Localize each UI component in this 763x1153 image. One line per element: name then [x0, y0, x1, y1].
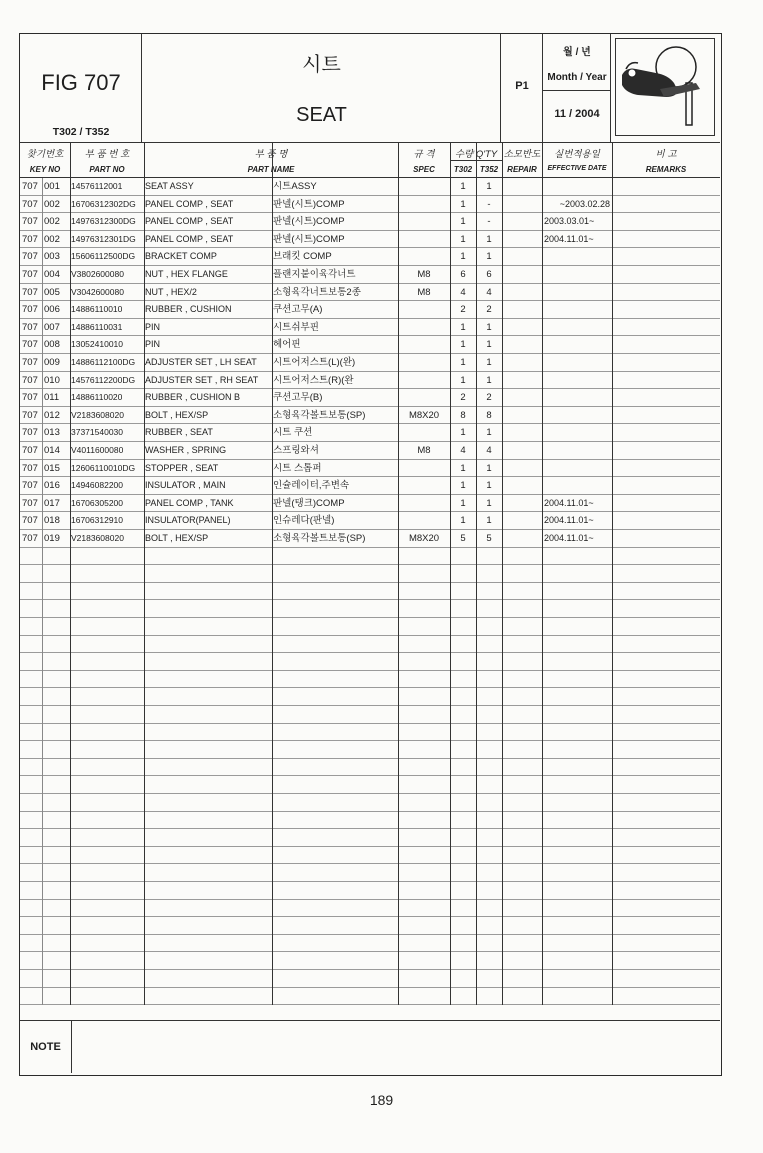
cell-t302: 1: [460, 357, 466, 368]
column-divider: [476, 142, 477, 1005]
cell-eff: 2004.11.01~: [544, 497, 594, 508]
table-row: [20, 653, 720, 671]
cell-t352: 1: [486, 233, 492, 245]
cell-name-en: ADJUSTER SET , RH SEAT: [145, 374, 259, 385]
cell-name-kr: 판넬(시트)COMP: [273, 233, 345, 245]
cell-t352: 1: [486, 251, 492, 263]
table-row: [20, 460, 720, 478]
cell-name-en: RUBBER , SEAT: [145, 427, 213, 438]
cell-part: 14976312300DG: [71, 216, 136, 227]
cell-t302: 1: [460, 181, 466, 192]
cell-t352: -: [487, 216, 491, 228]
cell-fig: 707: [22, 497, 38, 509]
parts-list-sheet: [19, 33, 722, 1076]
cell-key: 002: [44, 198, 60, 210]
cell-name-kr: 시트 쿠션: [273, 427, 313, 439]
table-row: [20, 724, 720, 742]
table-row: [20, 864, 720, 882]
cell-spec: M8: [417, 269, 431, 280]
column-divider: [450, 142, 451, 1005]
model-numbers: T302 / T352: [52, 126, 110, 138]
cell-key: 013: [44, 427, 60, 439]
cell-eff: [544, 389, 610, 406]
cell-t302: 2: [460, 304, 466, 316]
cell-key: 012: [44, 409, 60, 421]
col-key-kr: 찾기번호: [26, 149, 64, 160]
table-row: [20, 600, 720, 618]
table-row: [20, 495, 720, 513]
cell-key: 008: [44, 339, 60, 351]
cell-name-en: WASHER , SPRING: [145, 445, 227, 455]
cell-t352: 5: [486, 533, 492, 544]
cell-name-kr: 쿠션고무(A): [273, 304, 323, 316]
cell-name-en: ADJUSTER SET , LH SEAT: [145, 357, 257, 367]
cell-name-kr: 시트쉬부핀: [273, 321, 319, 333]
cell-key: 007: [44, 321, 60, 333]
table-row: [20, 442, 720, 460]
table-row: [20, 407, 720, 425]
table-row: [20, 900, 720, 918]
cell-spec: [398, 372, 450, 389]
cell-name-en: PANEL COMP , SEAT: [145, 216, 234, 227]
table-row: [20, 530, 720, 548]
table-row: [20, 741, 720, 759]
cell-t302: 6: [460, 269, 466, 280]
parts-table: [20, 178, 720, 1020]
col-part-kr: 부 품 번 호: [84, 149, 130, 160]
table-row: [20, 196, 720, 214]
cell-t302: 1: [460, 216, 466, 228]
cell-name-en: INSULATOR , MAIN: [145, 480, 226, 491]
column-divider: [42, 178, 43, 1005]
cell-spec: M8: [417, 445, 431, 456]
cell-fig: 707: [22, 374, 38, 386]
cell-t352: 1: [486, 181, 492, 192]
cell-key: 002: [44, 233, 60, 245]
cell-fig: 707: [22, 286, 38, 298]
cell-fig: 707: [22, 533, 38, 544]
page-number: 189: [369, 1092, 394, 1108]
cell-eff: [544, 319, 610, 336]
cell-spec: M8X20: [408, 409, 440, 421]
table-row: [20, 794, 720, 812]
cell-eff: [544, 442, 610, 459]
table-row: [20, 354, 720, 372]
cell-key: 015: [44, 462, 60, 474]
cell-name-en: BOLT , HEX/SP: [145, 533, 209, 543]
cell-name-kr: 시트어저스트(R)(완: [273, 374, 354, 386]
cell-t352: 2: [486, 392, 492, 404]
cell-eff: 2004.11.01~: [544, 533, 594, 543]
table-row: [20, 935, 720, 953]
cell-name-kr: 인슐레이터,주변속: [273, 480, 350, 492]
cell-eff: [544, 336, 610, 353]
table-row: [20, 688, 720, 706]
cell-t302: 2: [460, 392, 466, 404]
cell-t302: 4: [460, 286, 466, 298]
table-row: [20, 424, 720, 442]
cell-fig: 707: [22, 251, 38, 263]
cell-part: 15606112500DG: [71, 251, 136, 262]
cell-key: 017: [44, 497, 60, 509]
cell-spec: [398, 477, 450, 494]
col-eff-en: EFFECTIVE DATE: [547, 165, 607, 172]
cell-name-kr: 소형육각볼트보통(SP): [273, 533, 366, 544]
table-row: [20, 548, 720, 566]
cell-fig: 707: [22, 339, 38, 351]
cell-key: 018: [44, 515, 60, 527]
column-divider: [502, 142, 503, 1005]
cell-name-kr: 판넬(시트)COMP: [273, 216, 345, 228]
cell-spec: [398, 336, 450, 353]
cell-t352: 1: [486, 321, 492, 333]
cell-fig: 707: [22, 480, 38, 492]
cell-fig: 707: [22, 515, 38, 527]
cell-name-en: PANEL COMP , TANK: [145, 497, 234, 508]
table-row: [20, 231, 720, 249]
cell-t352: 4: [486, 445, 492, 456]
cell-spec: M8X20: [408, 533, 440, 544]
cell-name-en: BRACKET COMP: [145, 251, 217, 262]
cell-t352: 1: [486, 374, 492, 386]
sheet-header: [20, 34, 720, 142]
col-remarks-en: REMARKS: [645, 165, 687, 174]
cell-part: V3042600080: [71, 286, 124, 297]
logo-cell: [611, 34, 720, 142]
cell-spec: [398, 354, 450, 371]
cell-name-en: RUBBER , CUSHION B: [145, 392, 241, 403]
cell-eff: [544, 284, 610, 301]
cell-eff: [544, 248, 610, 265]
cell-key: 011: [44, 392, 60, 404]
cell-name-kr: 소형육각볼트보통(SP): [273, 409, 366, 421]
cell-name-en: PIN: [145, 321, 161, 332]
cell-fig: 707: [22, 409, 38, 421]
table-row: [20, 847, 720, 865]
table-row: [20, 952, 720, 970]
cell-key: 019: [44, 533, 60, 544]
cell-fig: 707: [22, 321, 38, 333]
table-row: [20, 583, 720, 601]
table-row: [20, 336, 720, 354]
cell-name-kr: 헤어핀: [273, 339, 301, 351]
cell-t302: 1: [460, 251, 466, 263]
page-ref-cell: [501, 34, 543, 142]
cell-t302: 1: [460, 462, 466, 474]
cell-eff: [544, 477, 610, 494]
cell-key: 006: [44, 304, 60, 316]
cell-fig: 707: [22, 304, 38, 316]
cell-name-en: PANEL COMP , SEAT: [145, 233, 234, 244]
table-row: [20, 389, 720, 407]
cell-part: 14886110010: [71, 304, 123, 315]
cell-t352: 1: [486, 480, 492, 492]
cell-name-en: STOPPER , SEAT: [145, 462, 219, 473]
cell-eff: [544, 266, 610, 283]
cell-spec: [398, 495, 450, 512]
table-row: [20, 284, 720, 302]
cell-t302: 1: [460, 427, 466, 439]
cell-t352: 4: [486, 286, 492, 298]
table-row: [20, 266, 720, 284]
cell-spec: [398, 424, 450, 441]
col-qty-kr: 수량 Q'TY: [454, 149, 498, 160]
cell-fig: 707: [22, 181, 38, 192]
column-divider: [144, 142, 145, 1005]
cell-t352: 1: [486, 427, 492, 439]
cell-spec: [398, 512, 450, 529]
date-value: 11 / 2004: [554, 108, 600, 120]
note-area: [20, 1020, 720, 1074]
cell-t302: 1: [460, 480, 466, 492]
cell-t302: 1: [460, 233, 466, 245]
cell-key: 005: [44, 286, 60, 298]
cell-t302: 1: [460, 339, 466, 351]
cell-eff: [544, 424, 610, 441]
col-name-en: PART NAME: [247, 165, 295, 174]
cell-key: 010: [44, 374, 60, 386]
column-header-band: [20, 142, 720, 178]
cell-eff: [544, 354, 610, 371]
title-cell: [142, 34, 501, 142]
cell-spec: [398, 196, 450, 213]
col-spec-en: SPEC: [413, 165, 435, 174]
cell-part: 14976312301DG: [71, 233, 136, 244]
table-row: [20, 512, 720, 530]
table-row: [20, 565, 720, 583]
cell-eff: [544, 372, 610, 389]
cell-name-kr: 소형육각너트보통2종: [273, 286, 361, 298]
cell-spec: [398, 248, 450, 265]
col-repair-en: REPAIR: [507, 165, 537, 174]
column-divider: [542, 142, 543, 1005]
cell-spec: [398, 319, 450, 336]
cell-spec: M8: [417, 286, 431, 298]
table-row: [20, 477, 720, 495]
cell-name-kr: 시트 스톱퍼: [273, 462, 322, 474]
table-row: [20, 671, 720, 689]
cell-spec: [398, 213, 450, 230]
cell-name-en: SEAT ASSY: [145, 181, 194, 191]
date-cell: [543, 34, 611, 142]
col-qty-t352: T352: [479, 165, 499, 174]
table-row: [20, 706, 720, 724]
cell-t352: 1: [486, 515, 492, 527]
cell-eff: 2004.11.01~: [544, 233, 594, 244]
col-spec-kr: 규 격: [413, 149, 435, 160]
cell-key: 001: [44, 181, 60, 192]
column-divider: [612, 142, 613, 1005]
figure-number: FIG 707: [41, 70, 121, 95]
date-divider: [543, 90, 611, 91]
cell-eff: [544, 178, 610, 195]
cell-key: 014: [44, 445, 60, 456]
cell-part: 14886112100DG: [71, 357, 136, 367]
column-divider: [398, 142, 399, 1005]
cell-t352: 2: [486, 304, 492, 316]
table-row: [20, 636, 720, 654]
col-qty-t302: T302: [453, 165, 473, 174]
page-reference: P1: [515, 80, 529, 92]
cell-part: 14946082200: [71, 480, 124, 491]
cell-part: 16706312910: [71, 515, 124, 526]
cell-name-kr: 브래킷 COMP: [273, 251, 332, 263]
cell-name-kr: 판넬(탱크)COMP: [273, 497, 345, 509]
cell-name-en: PANEL COMP , SEAT: [145, 198, 234, 209]
title-english: SEAT: [296, 104, 347, 126]
col-part-en: PART NO: [89, 165, 125, 174]
table-row: [20, 917, 720, 935]
cell-t302: 1: [460, 374, 466, 386]
cell-fig: 707: [22, 357, 38, 368]
seat-icon: [616, 39, 714, 135]
cell-key: 004: [44, 269, 60, 280]
cell-key: 016: [44, 480, 60, 492]
cell-t352: 6: [486, 269, 492, 280]
cell-fig: 707: [22, 427, 38, 439]
cell-t352: -: [487, 198, 491, 210]
cell-fig: 707: [22, 269, 38, 280]
cell-part: 14886110020: [71, 392, 123, 403]
col-name-kr: 부 품 명: [254, 149, 288, 160]
date-label-english: Month / Year: [547, 72, 607, 83]
cell-spec: [398, 460, 450, 477]
cell-fig: 707: [22, 392, 38, 404]
cell-name-kr: 판넬(시트)COMP: [273, 198, 345, 210]
cell-part: V2183608020: [71, 409, 124, 420]
col-eff-kr: 실번적용일: [554, 149, 600, 160]
cell-name-kr: 시트ASSY: [273, 181, 317, 192]
table-row: [20, 988, 720, 1006]
table-row: [20, 319, 720, 337]
cell-t302: 8: [460, 409, 466, 421]
cell-part: 16706305200: [71, 497, 124, 508]
cell-part: 14886110031: [71, 321, 123, 332]
cell-eff: 2003.03.01~: [544, 216, 595, 227]
cell-fig: 707: [22, 198, 38, 210]
cell-spec: [398, 389, 450, 406]
col-remarks-kr: 비 고: [655, 149, 677, 160]
cell-eff: [544, 407, 610, 424]
table-row: [20, 178, 720, 196]
cell-fig: 707: [22, 445, 38, 456]
table-row: [20, 882, 720, 900]
table-row: [20, 372, 720, 390]
cell-name-en: NUT , HEX FLANGE: [145, 269, 228, 279]
cell-t302: 1: [460, 515, 466, 527]
cell-name-kr: 플랜지붙이육각너트: [273, 269, 356, 280]
cell-t302: 1: [460, 497, 466, 509]
cell-fig: 707: [22, 216, 38, 228]
cell-t302: 1: [460, 321, 466, 333]
cell-name-en: INSULATOR(PANEL): [145, 515, 231, 526]
table-row: [20, 812, 720, 830]
cell-t302: 5: [460, 533, 466, 544]
cell-name-en: RUBBER , CUSHION: [145, 304, 232, 315]
cell-eff: ~2003.02.28: [559, 198, 610, 209]
table-row: [20, 618, 720, 636]
cell-t302: 4: [460, 445, 466, 456]
cell-part: 37371540030: [71, 427, 124, 438]
column-divider: [272, 142, 273, 1005]
cell-part: 12606110010DG: [71, 462, 136, 473]
col-key-en: KEY NO: [29, 165, 61, 174]
cell-name-kr: 스프링와셔: [273, 445, 319, 456]
cell-part: 14576112200DG: [71, 374, 136, 385]
cell-fig: 707: [22, 462, 38, 474]
cell-name-kr: 시트어저스트(L)(완): [273, 357, 356, 368]
cell-spec: [398, 231, 450, 248]
title-korean: 시트: [302, 54, 341, 76]
table-row: [20, 829, 720, 847]
note-label: NOTE: [20, 1021, 72, 1073]
cell-name-en: NUT , HEX/2: [145, 286, 197, 297]
cell-part: V2183608020: [71, 533, 124, 543]
cell-part: 16706312302DG: [71, 198, 136, 209]
date-label-korean: 월 / 년: [563, 47, 591, 58]
figure-cell: [20, 34, 142, 142]
cell-t352: 1: [486, 462, 492, 474]
table-row: [20, 970, 720, 988]
cell-name-en: BOLT , HEX/SP: [145, 409, 209, 420]
col-repair-kr: 소모반도: [503, 149, 541, 160]
table-row: [20, 759, 720, 777]
table-row: [20, 776, 720, 794]
cell-eff: [544, 460, 610, 477]
cell-part: 13052410010: [71, 339, 124, 350]
cell-part: V4011600080: [71, 445, 124, 455]
cell-t352: 1: [486, 339, 492, 351]
table-row: [20, 213, 720, 231]
cell-t352: 1: [486, 497, 492, 509]
cell-key: 002: [44, 216, 60, 228]
cell-name-kr: 인슈레다(판넬): [273, 515, 335, 527]
cell-eff: 2004.11.01~: [544, 515, 594, 526]
cell-spec: [398, 178, 450, 195]
table-row: [20, 248, 720, 266]
cell-spec: [398, 301, 450, 318]
cell-name-kr: 쿠션고무(B): [273, 392, 323, 404]
cell-part: V3802600080: [71, 269, 124, 279]
cell-key: 009: [44, 357, 60, 368]
cell-part: 14576112001: [71, 181, 123, 191]
cell-name-en: PIN: [145, 339, 161, 350]
cell-fig: 707: [22, 233, 38, 245]
cell-t302: 1: [460, 198, 466, 210]
cell-eff: [544, 301, 610, 318]
cell-key: 003: [44, 251, 60, 263]
tractor-seat-illustration: [615, 38, 715, 136]
cell-t352: 8: [486, 409, 492, 421]
column-divider: [70, 142, 71, 1005]
cell-t352: 1: [486, 357, 492, 368]
table-row: [20, 301, 720, 319]
